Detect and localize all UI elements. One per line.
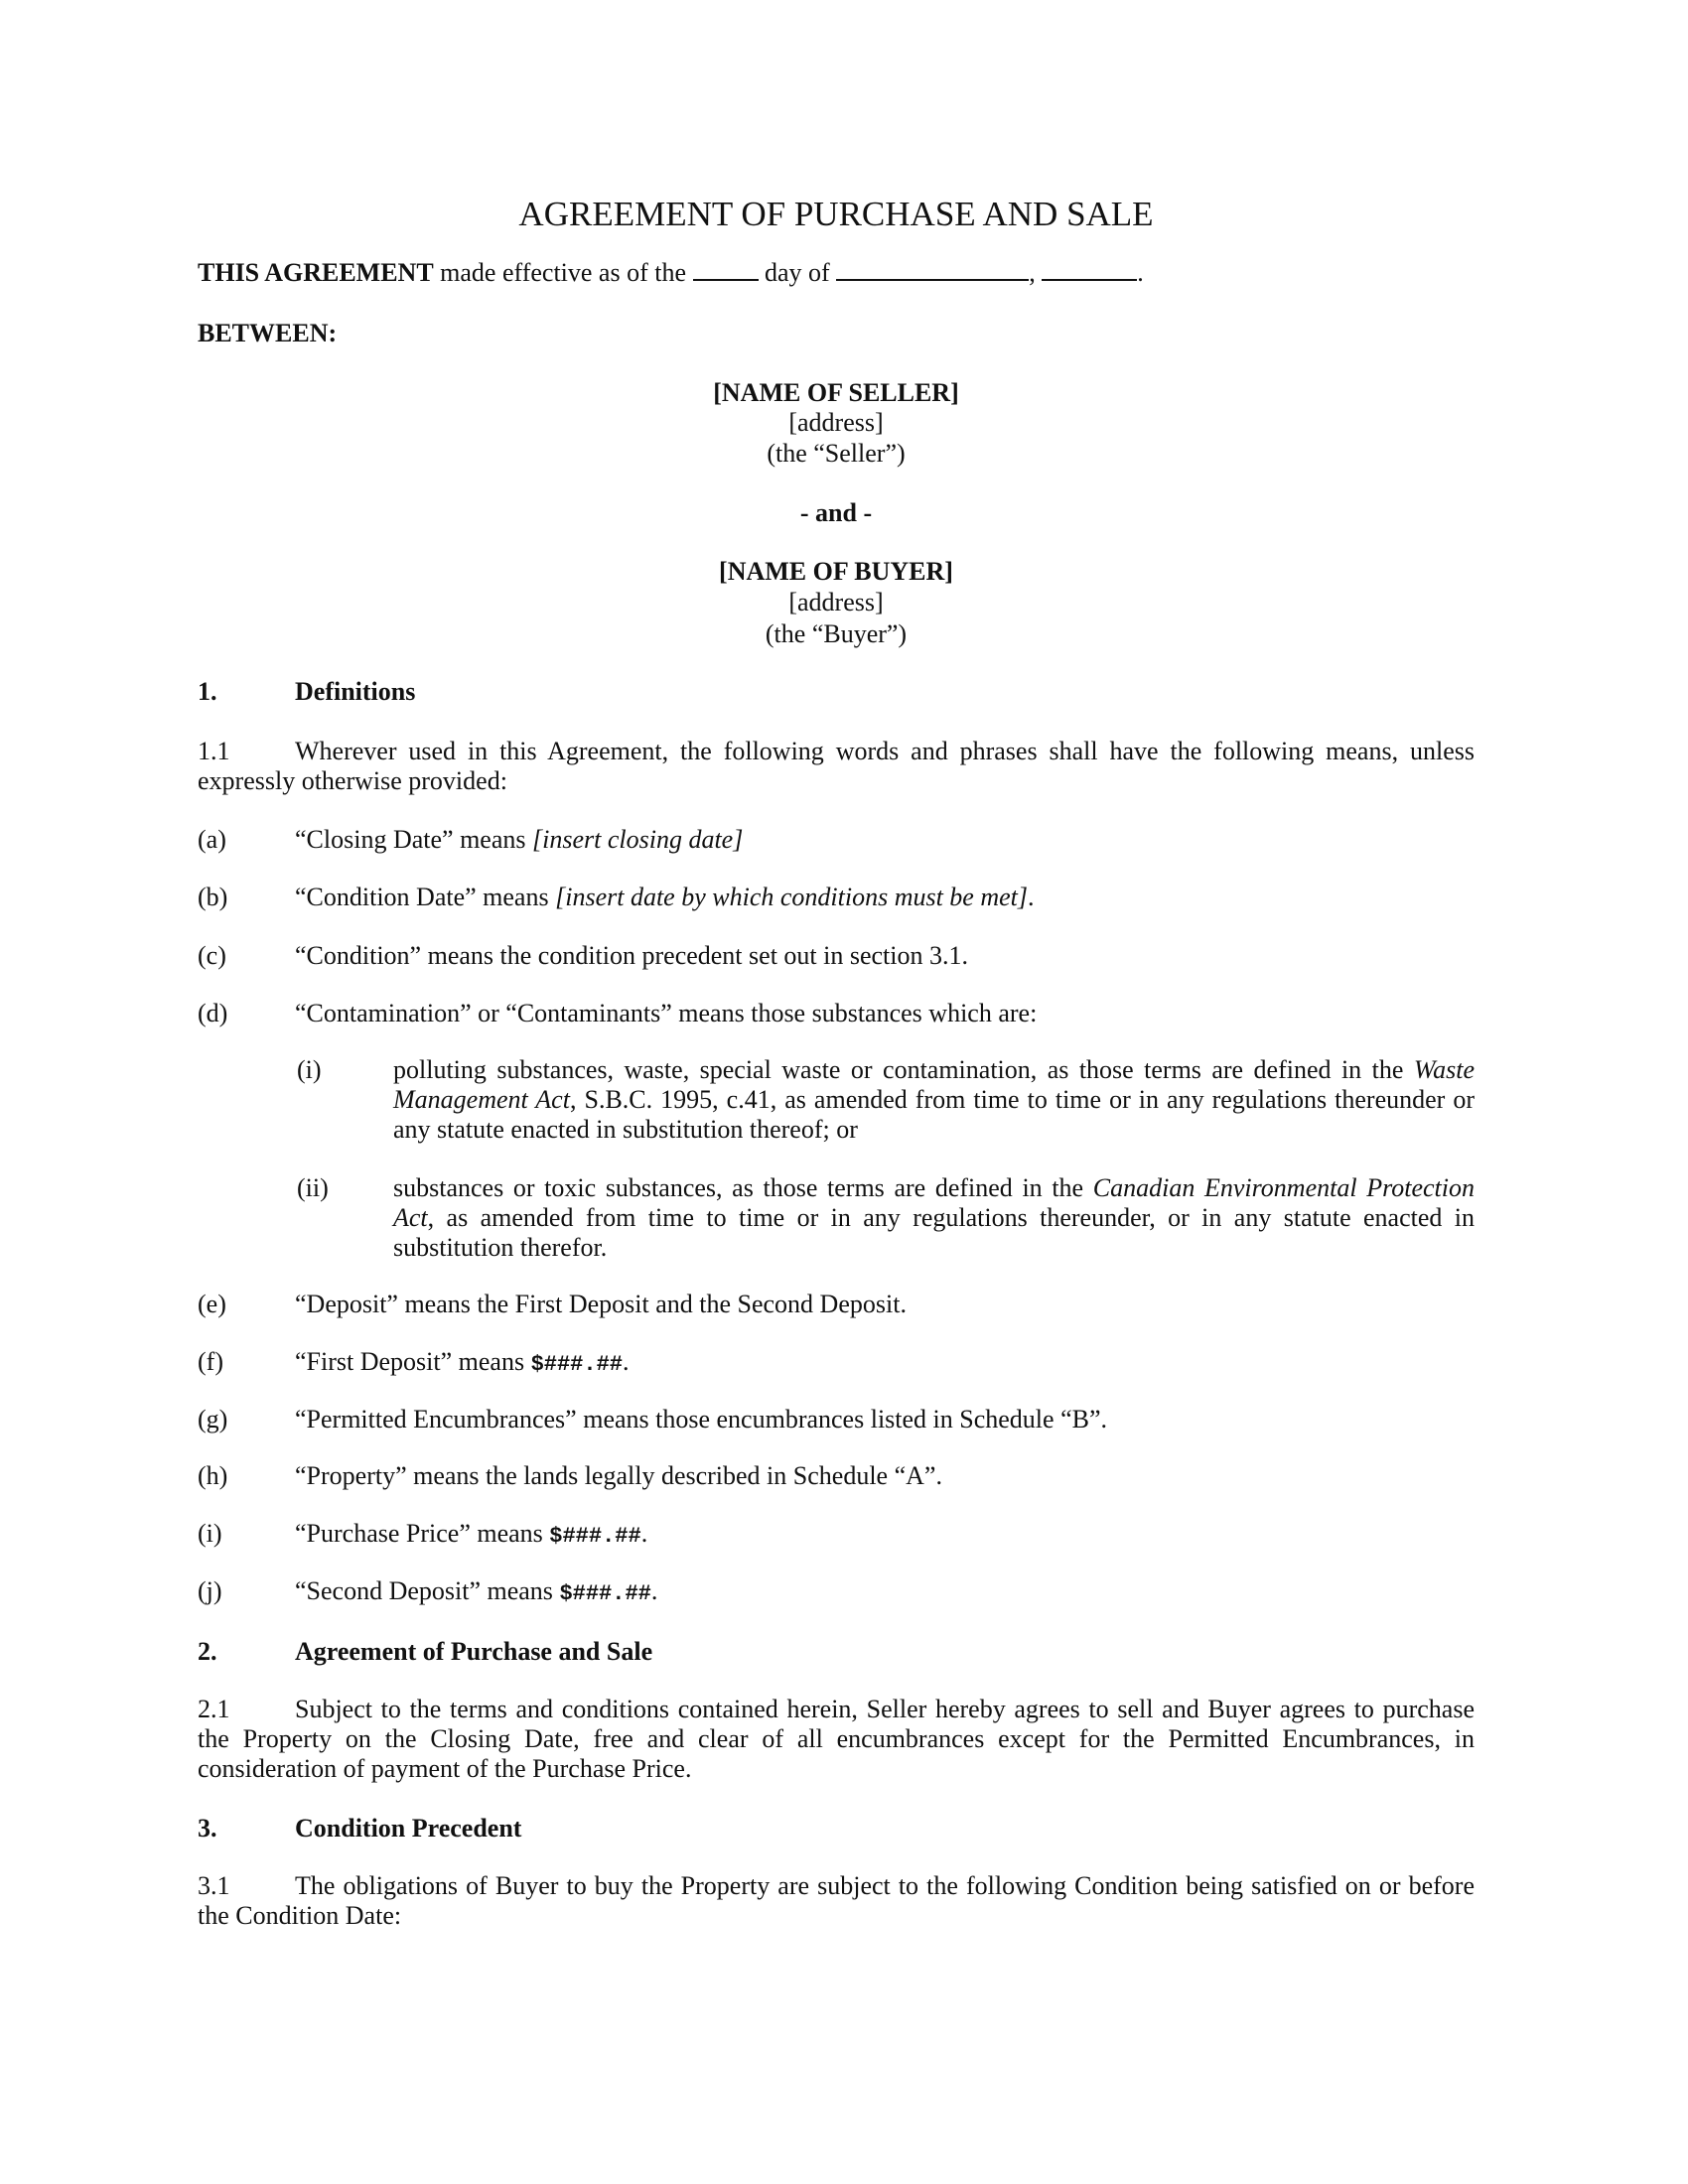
statute-name: Waste Management Act	[393, 1055, 1475, 1114]
subdefinition-item	[393, 1173, 1475, 1263]
seller-role: (the “Seller”)	[767, 439, 906, 468]
definition-placeholder: [insert date by which conditions must be met]	[555, 883, 1029, 911]
definition-tail: .	[650, 1576, 658, 1605]
subdefinition-text: polluting substances, waste, special waste or contamination, as those terms are defined in the	[393, 1055, 1414, 1084]
definition-text: “Purchase Price” means	[295, 1519, 550, 1549]
definition-item	[295, 941, 968, 971]
definition-item	[295, 1347, 630, 1380]
intro-text: ,	[1029, 258, 1043, 287]
intro-line	[198, 258, 1144, 288]
definition-item	[295, 1576, 657, 1609]
clause-text: Subject to the terms and conditions contained herein, Seller hereby agrees to sell and Buyer agrees to purchase the Property on the Closing Date, free and clear of all encumbrances except for the Permitted Encumbrances, in consideration of payment of the Purchase Price.	[198, 1695, 1475, 1783]
buyer-role: (the “Buyer”)	[765, 619, 908, 648]
amount-placeholder: $###.##	[530, 1351, 623, 1377]
buyer-name: [NAME OF BUYER]	[719, 557, 953, 586]
intro-text: made effective as of the	[433, 258, 693, 287]
subdefinition-label: (ii)	[297, 1173, 329, 1202]
definition-text: “Second Deposit” means	[295, 1576, 560, 1605]
definition-text: “Property” means the lands legally described in Schedule “A”.	[295, 1461, 942, 1491]
section-2-title: Agreement of Purchase and Sale	[295, 1637, 653, 1666]
intro-lead: THIS AGREEMENT	[198, 258, 434, 287]
definition-text: “Condition” means the condition precedent set out in section 3.1.	[295, 941, 969, 970]
definition-label: (e)	[198, 1290, 226, 1318]
document-title: AGREEMENT OF PURCHASE AND SALE	[518, 195, 1154, 233]
clause-number: 2.1	[198, 1695, 230, 1723]
definition-tail: .	[1028, 883, 1035, 911]
definition-text: “Deposit” means the First Deposit and the Second Deposit.	[295, 1290, 907, 1318]
year-blank[interactable]	[1042, 259, 1137, 281]
subdefinition-label: (i)	[297, 1055, 322, 1084]
definition-text: “Contamination” or “Contaminants” means those substances which are:	[295, 999, 1038, 1027]
definition-text: “First Deposit” means	[295, 1346, 531, 1376]
intro-text: .	[1137, 258, 1144, 287]
definition-item	[295, 1461, 942, 1494]
amount-placeholder: $###.##	[549, 1524, 641, 1550]
subdefinition-text: substances or toxic substances, as those terms are defined in the	[393, 1173, 1093, 1202]
clause-2-1	[198, 1695, 1475, 1784]
statute-name: Canadian Environmental Protection Act	[393, 1173, 1475, 1232]
definition-item	[295, 883, 1035, 912]
subdefinition-item	[393, 1055, 1475, 1145]
definition-item	[295, 825, 743, 855]
definition-label: (i)	[198, 1519, 222, 1549]
section-1-number: 1.	[198, 677, 217, 706]
definition-label: (h)	[198, 1461, 228, 1491]
buyer-address: [address]	[788, 588, 884, 616]
definition-item	[295, 1290, 907, 1322]
month-blank[interactable]	[836, 259, 1029, 281]
definition-placeholder: [insert closing date]	[532, 825, 744, 854]
clause-number: 1.1	[198, 737, 230, 765]
and-separator: - and -	[799, 498, 873, 527]
definition-label: (b)	[198, 883, 228, 911]
definition-tail: .	[623, 1346, 630, 1376]
intro-text: day of	[758, 258, 837, 287]
seller-name: [NAME OF SELLER]	[713, 378, 959, 407]
definition-label: (f)	[198, 1346, 223, 1376]
definition-label: (j)	[198, 1576, 222, 1605]
clause-1-1	[198, 737, 1475, 796]
clause-text: Wherever used in this Agreement, the following words and phrases shall have the following means, unless expressly otherwise provided:	[198, 737, 1475, 795]
amount-placeholder: $###.##	[559, 1581, 651, 1606]
definition-text: “Condition Date” means	[295, 883, 556, 911]
definition-tail: .	[640, 1519, 648, 1549]
clause-text: The obligations of Buyer to buy the Property are subject to the following Condition being satisfied on or before the Condition Date:	[198, 1871, 1475, 1930]
definition-label: (c)	[198, 941, 226, 970]
definition-text: “Permitted Encumbrances” means those encumbrances listed in Schedule “B”.	[295, 1404, 1107, 1433]
definition-label: (g)	[198, 1404, 228, 1433]
definition-item	[295, 999, 1037, 1028]
day-blank[interactable]	[693, 259, 759, 281]
clause-number: 3.1	[198, 1871, 230, 1900]
section-1-title: Definitions	[295, 677, 416, 706]
definition-text: “Closing Date” means	[295, 825, 532, 854]
subdefinition-text: , as amended from time to time or in any regulations thereunder, or in any statute enacted in substitution therefor.	[393, 1203, 1475, 1262]
subdefinition-text: , S.B.C. 1995, c.41, as amended from time to time or in any regulations thereunder or any statute enacted in substitution thereof; or	[393, 1085, 1476, 1144]
definition-item	[295, 1405, 1107, 1437]
section-3-number: 3.	[198, 1814, 217, 1843]
clause-3-1	[198, 1871, 1475, 1931]
definition-label: (d)	[198, 999, 228, 1027]
between-label: BETWEEN:	[198, 319, 338, 347]
section-3-title: Condition Precedent	[295, 1814, 522, 1843]
definition-item	[295, 1519, 647, 1552]
definition-label: (a)	[198, 825, 226, 854]
seller-address: [address]	[788, 408, 884, 437]
section-2-number: 2.	[198, 1637, 217, 1666]
